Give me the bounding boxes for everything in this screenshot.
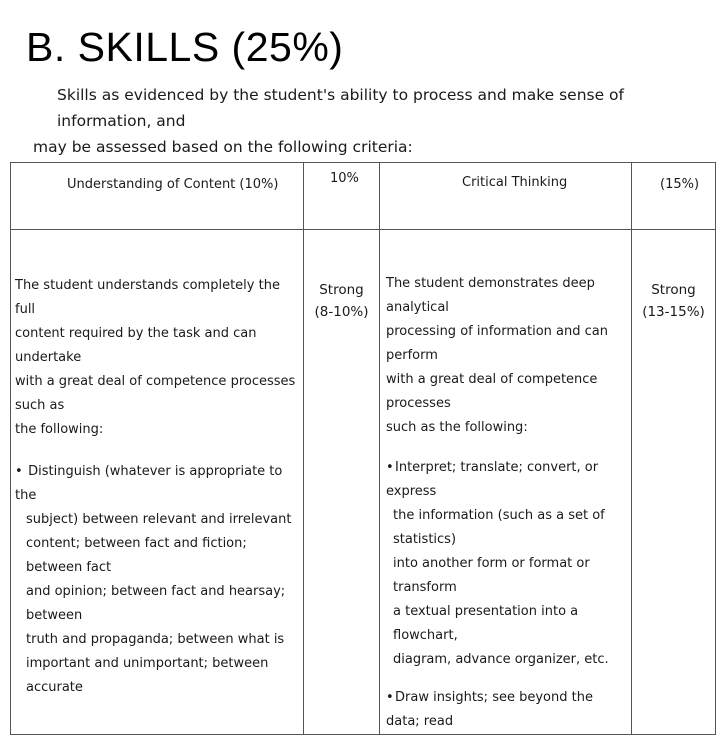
critical-thinking-rating xyxy=(632,230,716,735)
bullet-line: important and unimportant; between accurate xyxy=(26,656,269,695)
intro-line-2: may be assessed based on the following criteria: xyxy=(33,138,413,156)
bullet-icon: • xyxy=(386,690,394,705)
bullet-line: the information (such as a set of statistics) xyxy=(393,508,605,547)
skills-rubric-table xyxy=(10,162,716,735)
desc-line: The student demonstrates deep analytical xyxy=(386,276,595,315)
bullet-icon: • xyxy=(386,460,394,475)
desc-line: content required by the task and can undertake xyxy=(15,326,257,365)
interpret-bullet xyxy=(386,456,627,672)
bullet-line: Interpret; translate; convert, or express xyxy=(386,460,599,499)
rating-range: (13-15%) xyxy=(642,304,705,320)
rating-range: (8-10%) xyxy=(314,304,369,320)
header-critical-pct: (15%) xyxy=(632,163,716,230)
desc-line: with a great deal of competence processes xyxy=(386,372,598,411)
bullet-icon: • xyxy=(15,464,23,479)
distinguish-bullet xyxy=(15,460,297,700)
header-understanding-pct: 10% xyxy=(304,163,380,230)
bullet-line: content; between fact and fiction; between fact xyxy=(26,536,247,575)
intro-paragraph xyxy=(33,82,683,160)
critical-thinking-description xyxy=(380,230,632,735)
desc-line: such as the following: xyxy=(386,420,528,435)
rating-label: Strong xyxy=(319,282,364,298)
rubric-strong-row xyxy=(11,230,716,735)
page-heading: B. SKILLS (25%) xyxy=(26,24,344,70)
understanding-rating xyxy=(304,230,380,735)
header-understanding: Understanding of Content (10%) xyxy=(11,163,304,230)
bullet-line: Distinguish (whatever is appropriate to the xyxy=(15,464,283,503)
bullet-line: diagram, advance organizer, etc. xyxy=(393,652,609,667)
desc-line: the following: xyxy=(15,422,104,437)
bullet-line: Draw insights; see beyond the data; read xyxy=(386,690,593,729)
draw-insights-bullet xyxy=(386,686,627,734)
understanding-description xyxy=(11,230,304,735)
desc-line: processing of information and can perform xyxy=(386,324,608,363)
header-critical-thinking: Critical Thinking xyxy=(380,163,632,230)
desc-line: with a great deal of competence processes such as xyxy=(15,374,296,413)
desc-line: The student understands completely the full xyxy=(15,278,280,317)
intro-line-1: Skills as evidenced by the student's ability to process and make sense of information, and xyxy=(57,86,624,130)
rating-label: Strong xyxy=(651,282,696,298)
rubric-header-row xyxy=(11,163,716,230)
bullet-line: truth and propaganda; between what is xyxy=(26,632,285,647)
bullet-line: into another form or format or transform xyxy=(393,556,590,595)
bullet-line: a textual presentation into a flowchart, xyxy=(393,604,579,643)
bullet-line: subject) between relevant and irrelevant xyxy=(26,512,292,527)
bullet-line: and opinion; between fact and hearsay; between xyxy=(26,584,286,623)
